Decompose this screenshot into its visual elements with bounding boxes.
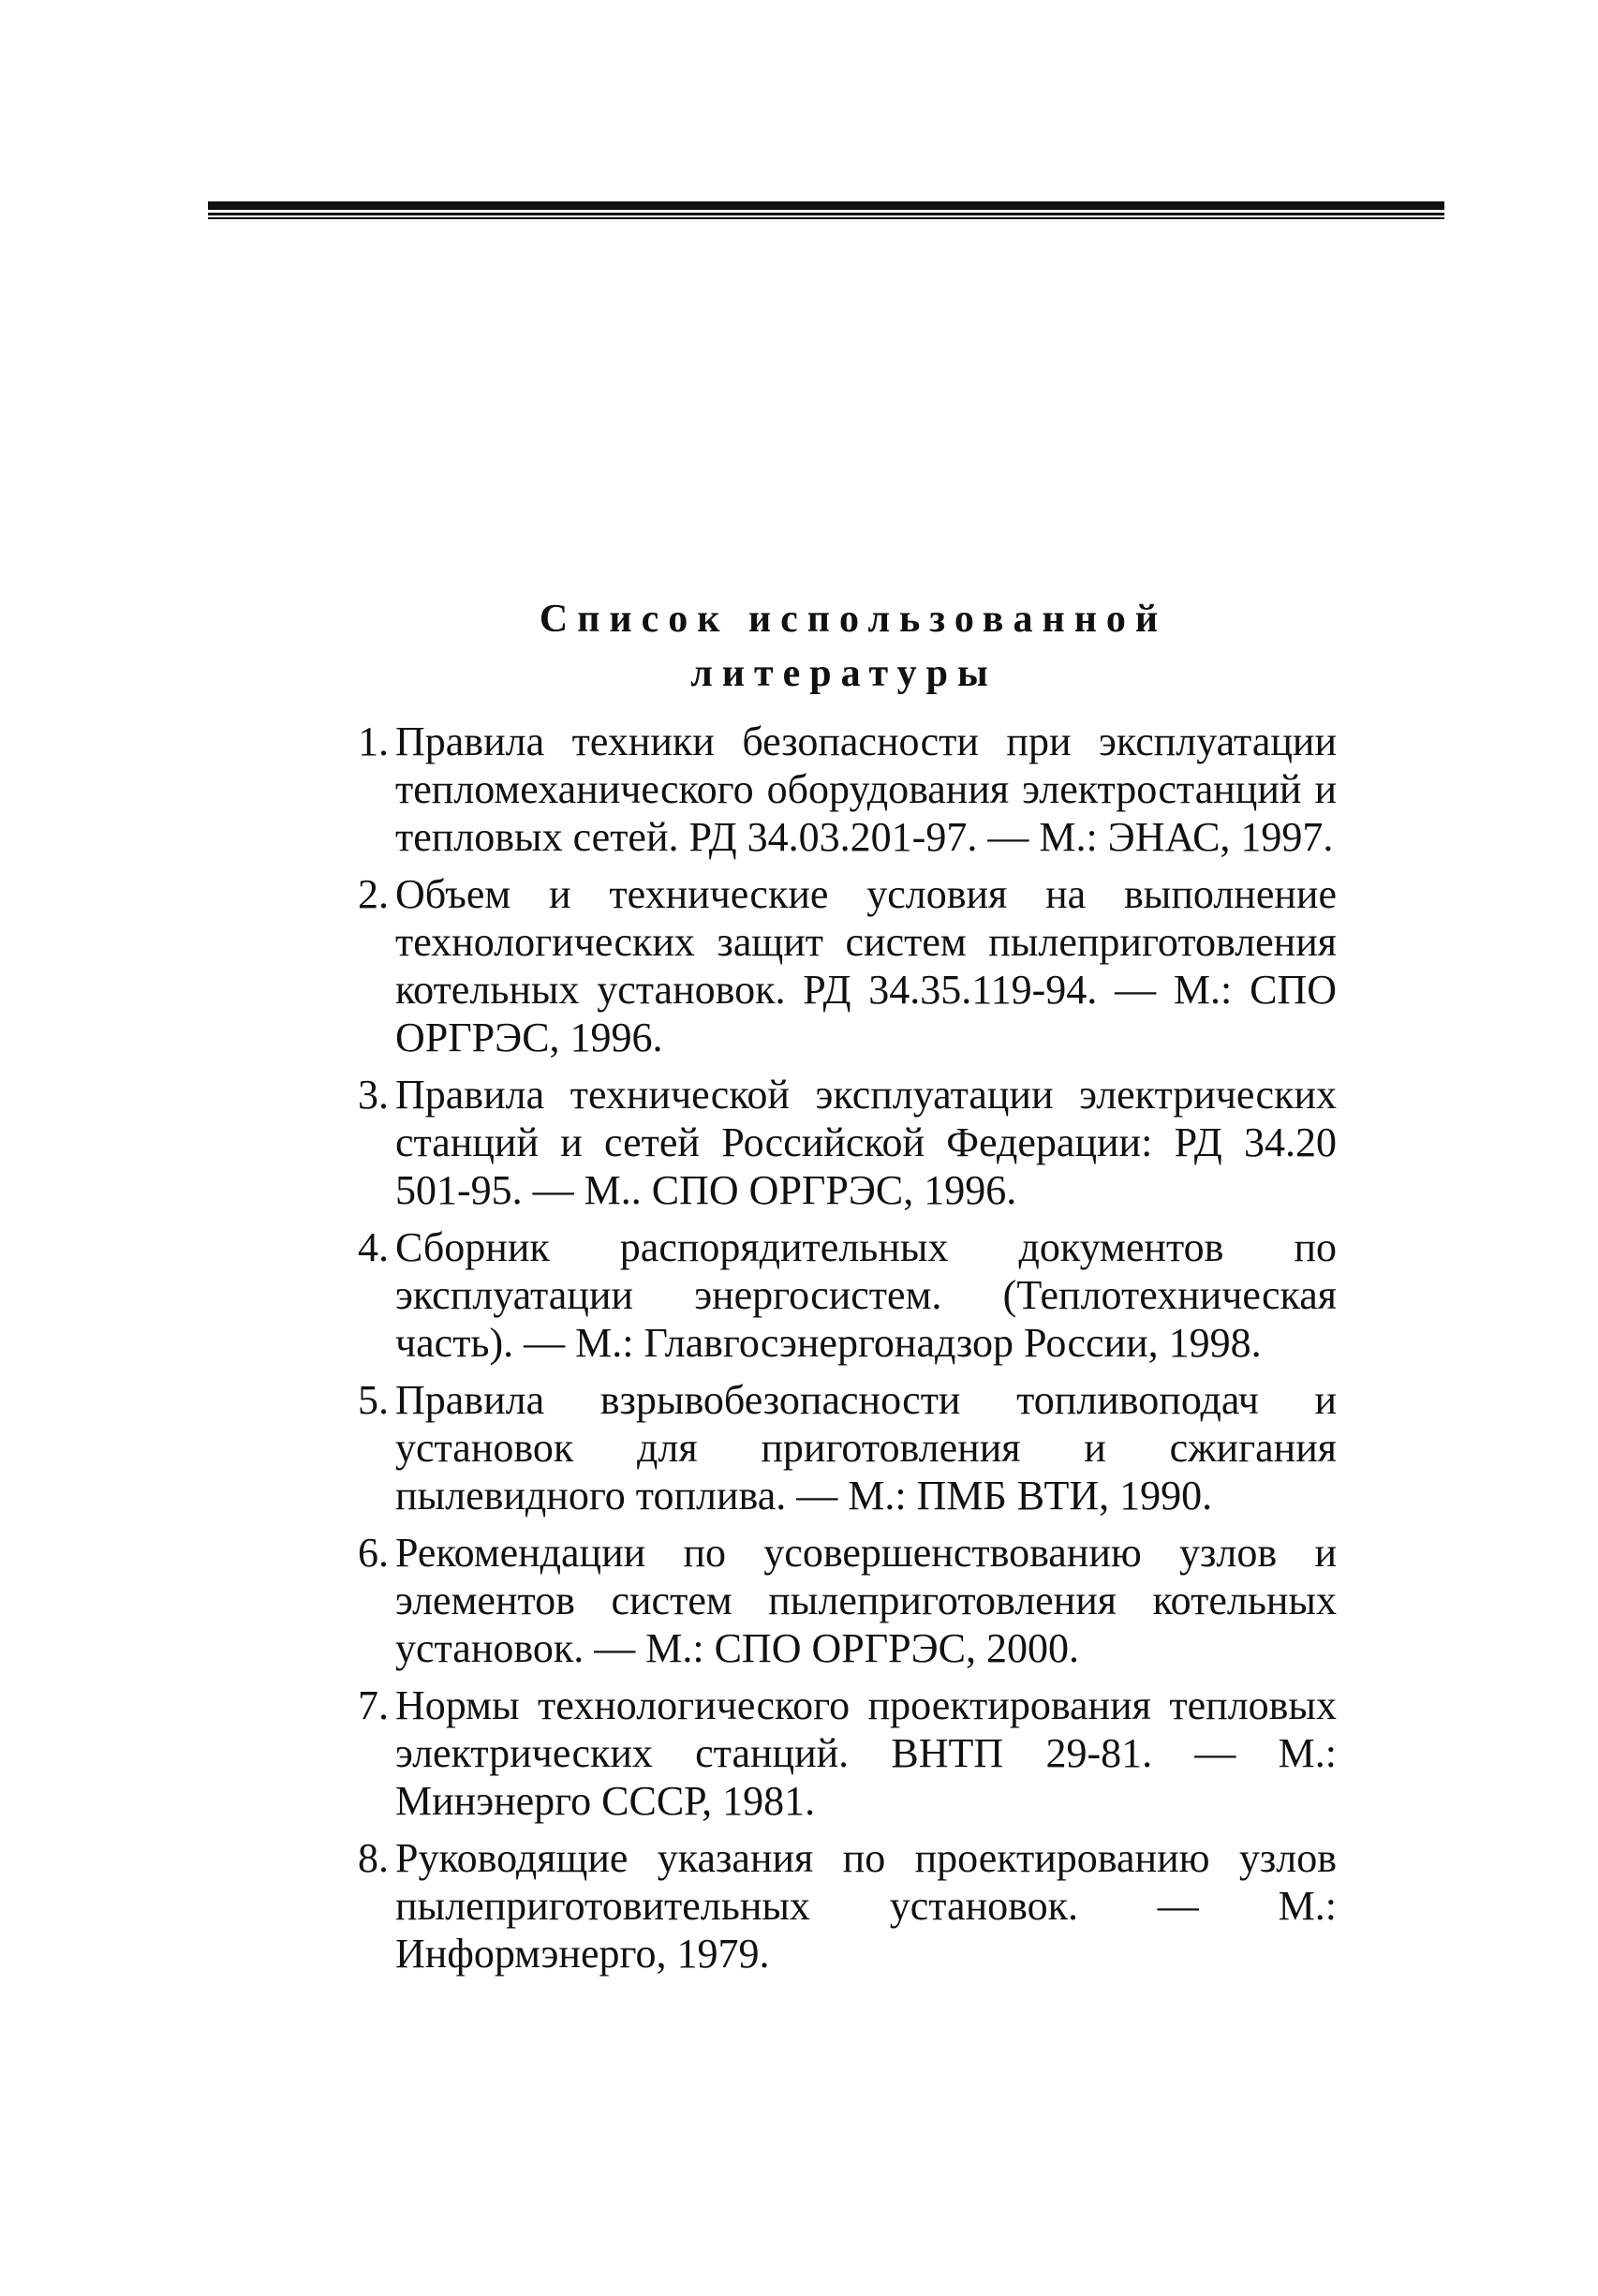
bibliography-title-line-1: Список использованной [539, 598, 1168, 641]
reference-item [351, 1376, 1337, 1519]
reference-item [351, 1223, 1337, 1367]
reference-text: Рекомендации по усовершенствованию узлов и элементов систем пылеприготовления котельных установок. — М.: СПО ОРГРЭС, 2000. [395, 1530, 1337, 1671]
reference-item [351, 1071, 1337, 1214]
reference-number: 1. [358, 718, 389, 764]
reference-item [351, 1529, 1337, 1672]
reference-text: Сборник распорядительных документов по эксплуатации энергосистем. (Теплотехническая часть). — М.: Главгосэнергонадзор России, 1998. [395, 1224, 1337, 1366]
reference-item [351, 718, 1337, 861]
header-rule-thick [208, 201, 1444, 210]
reference-text: Правила технической эксплуатации электрических станций и сетей Российской Федерации: РД 34.20 501-95. — М.. СПО ОРГРЭС, 1996. [395, 1072, 1337, 1213]
reference-number: 6. [358, 1530, 389, 1576]
reference-text: Правила взрывобезопасности топливоподач и установок для приготовления и сжигания пылевидного топлива. — М.: ПМБ ВТИ, 1990. [395, 1377, 1337, 1518]
bibliography-title-line-2: литературы [690, 652, 998, 695]
reference-item [351, 1834, 1337, 1978]
reference-item [351, 1681, 1337, 1825]
reference-text: Руководящие указания по проектированию узлов пылеприготовительных установок. — М.: Информэнерго, 1979. [395, 1835, 1337, 1977]
bibliography-title [351, 592, 1337, 701]
reference-item [351, 870, 1337, 1061]
reference-number: 8. [358, 1835, 389, 1881]
reference-text: Правила техники безопасности при эксплуатации тепломеханического оборудования электростанций и тепловых сетей. РД 34.03.201-97. — М.: ЭНАС, 1997. [395, 718, 1337, 860]
reference-text: Нормы технологического проектирования тепловых электрических станций. ВНТП 29-81. — М.: Минэнерго СССР, 1981. [395, 1682, 1337, 1824]
reference-number: 4. [358, 1224, 389, 1270]
reference-list [351, 718, 1337, 1978]
reference-number: 2. [358, 871, 389, 917]
reference-number: 5. [358, 1377, 389, 1423]
header-rule-thin [208, 217, 1444, 219]
reference-text: Объем и технические условия на выполнение технологических защит систем пылеприготовления котельных установок. РД 34.35.119-94. — М.: СПО ОРГРЭС, 1996. [395, 871, 1337, 1060]
reference-number: 7. [358, 1682, 389, 1728]
bibliography-section [351, 592, 1337, 1987]
reference-number: 3. [358, 1072, 389, 1118]
header-rule [208, 201, 1444, 219]
